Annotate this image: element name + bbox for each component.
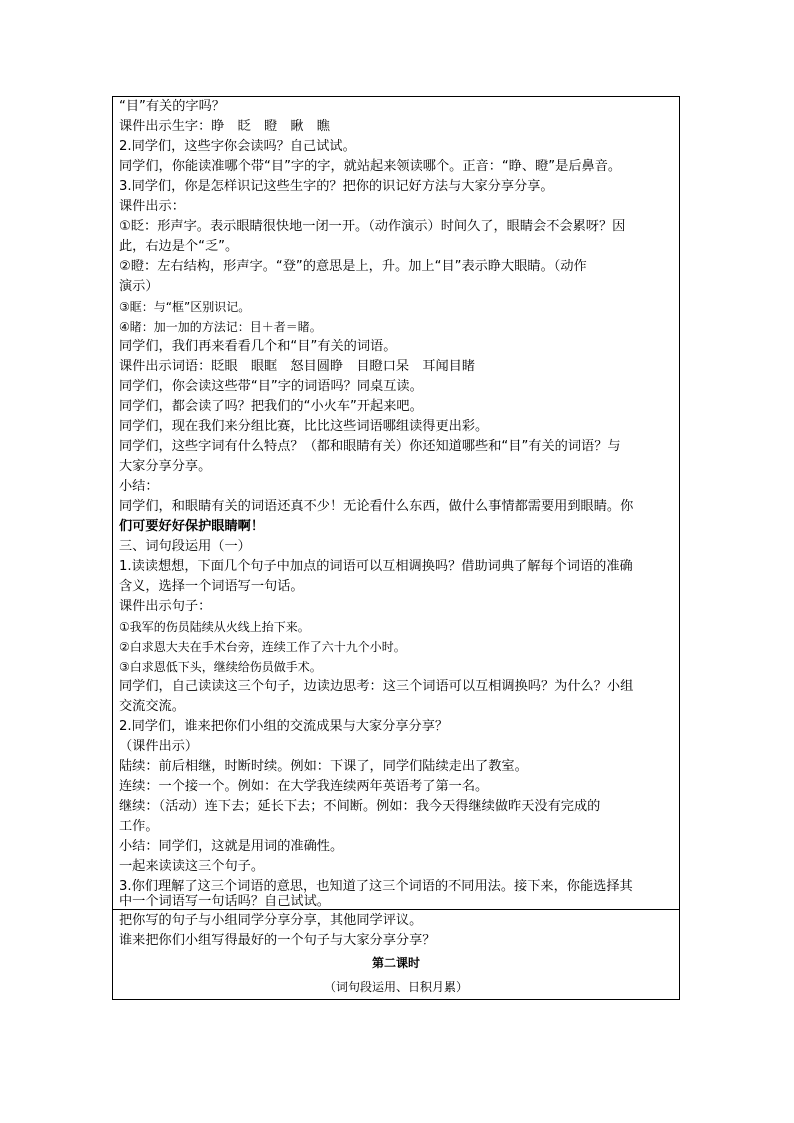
text-line: 同学们，和眼睛有关的词语还真不少！无论看什么东西，做什么事情都需要用到眼睛。你: [119, 499, 634, 514]
text-line: 同学们，你能读准哪个带“目”字的字，就站起来领读哪个。正音：“睁、瞪”是后鼻音。: [119, 159, 622, 174]
text-line: ①我军的伤员陆续从火线上抬下来。: [119, 620, 310, 634]
text-line: 们可要好好保护眼睛啊！: [119, 519, 265, 534]
text-line: ③眶：与“框”区别识记。: [119, 300, 251, 314]
text-line: 小结：: [119, 479, 159, 494]
text-line: 同学们，自己读读这三个句子，边读边思考：这三个词语可以互相调换吗？为什么？小组: [119, 679, 634, 694]
text-line: 含义，选择一个词语写一句话。: [119, 579, 304, 594]
lesson-title: 第二课时: [371, 956, 420, 970]
text-line: 同学们，你会读这些带“目”字的词语吗？同桌互读。: [119, 379, 423, 394]
section-heading: 三、词句段运用（一）: [119, 539, 251, 554]
text-line: 把你写的句子与小组同学分享分享，其他同学评议。: [119, 913, 423, 928]
text-line: （课件出示）: [119, 739, 199, 754]
text-line: “目”有关的字吗？: [119, 99, 225, 114]
text-line: 1.读读想想，下面几个句子中加点的词语可以互相调换吗？借助词典了解每个词语的准确: [119, 559, 633, 574]
text-line: 工作。: [119, 819, 159, 834]
text-line: 2.同学们，谁来把你们小组的交流成果与大家分享分享？: [119, 719, 449, 734]
text-line: 小结：同学们，这就是用词的准确性。: [119, 839, 344, 854]
text-line: 交流交流。: [119, 699, 185, 714]
text-line: 继续：（活动）连下去；延长下去；不间断。例如：我今天得继续做昨天没有完成的: [119, 799, 601, 814]
text-line: 3.你们理解了这三个词语的意思，也知道了这三个词语的不同用法。接下来，你能选择其: [119, 879, 633, 894]
text-line: ③白求恩低下头，继续给伤员做手术。: [119, 660, 322, 674]
text-line: 3.同学们，你是怎样识记这些生字的？把你的识记好方法与大家分享分享。: [119, 179, 554, 194]
text-line: ④睹：加一加的方法记：目＋者＝睹。: [119, 320, 322, 334]
text-line: 同学们，都会读了吗？把我们的“小火车”开起来吧。: [119, 399, 423, 414]
text-line: ②白求恩大夫在手术台旁，连续工作了六十九个小时。: [119, 640, 406, 654]
text-line: 一起来读读这三个句子。: [119, 859, 265, 874]
text-line: 同学们，现在我们来分组比赛，比比这些词语哪组读得更出彩。: [119, 419, 489, 434]
lesson-plan-table: [112, 96, 680, 1000]
text-line: 陆续：前后相继，时断时续。例如：下课了，同学们陆续走出了教室。: [119, 759, 528, 774]
text-line: 课件出示：: [119, 199, 185, 214]
text-line: 大家分享分享。: [119, 459, 212, 474]
text-line: 谁来把你们小组写得最好的一个句子与大家分享分享？: [119, 933, 436, 948]
table-row-divider: [113, 909, 679, 910]
text-line: 同学们，这些字词有什么特点？（都和眼睛有关）你还知道哪些和“目”有关的词语？与: [119, 439, 621, 454]
text-line: 此，右边是个“乏”。: [119, 239, 239, 254]
lesson-subtitle: （词句段运用、日积月累）: [323, 980, 468, 994]
text-line: 2.同学们，这些字你会读吗？自己试试。: [119, 139, 356, 154]
text-line: 连续：一个接一个。例如：在大学我连续两年英语考了第一名。: [119, 779, 489, 794]
text-line: 课件出示生字：睁 眨 瞪 瞅 瞧: [119, 119, 330, 134]
text-line: 课件出示词语：眨眼 眼眶 怒目圆睁 目瞪口呆 耳闻目睹: [119, 359, 476, 374]
text-line: ②瞪：左右结构，形声字。“登”的意思是上，升。加上“目”表示睁大眼睛。（动作: [119, 259, 587, 274]
text-line: ①眨：形声字。表示眼睛很快地一闭一开。（动作演示）时间久了，眼睛会不会累呀？因: [119, 219, 626, 234]
text-line: 演示）: [119, 279, 159, 294]
text-line: 课件出示句子：: [119, 599, 212, 614]
text-line: 同学们，我们再来看看几个和“目”有关的词语。: [119, 339, 397, 354]
text-line: 中一个词语写一句话吗？自己试试。: [119, 894, 330, 909]
